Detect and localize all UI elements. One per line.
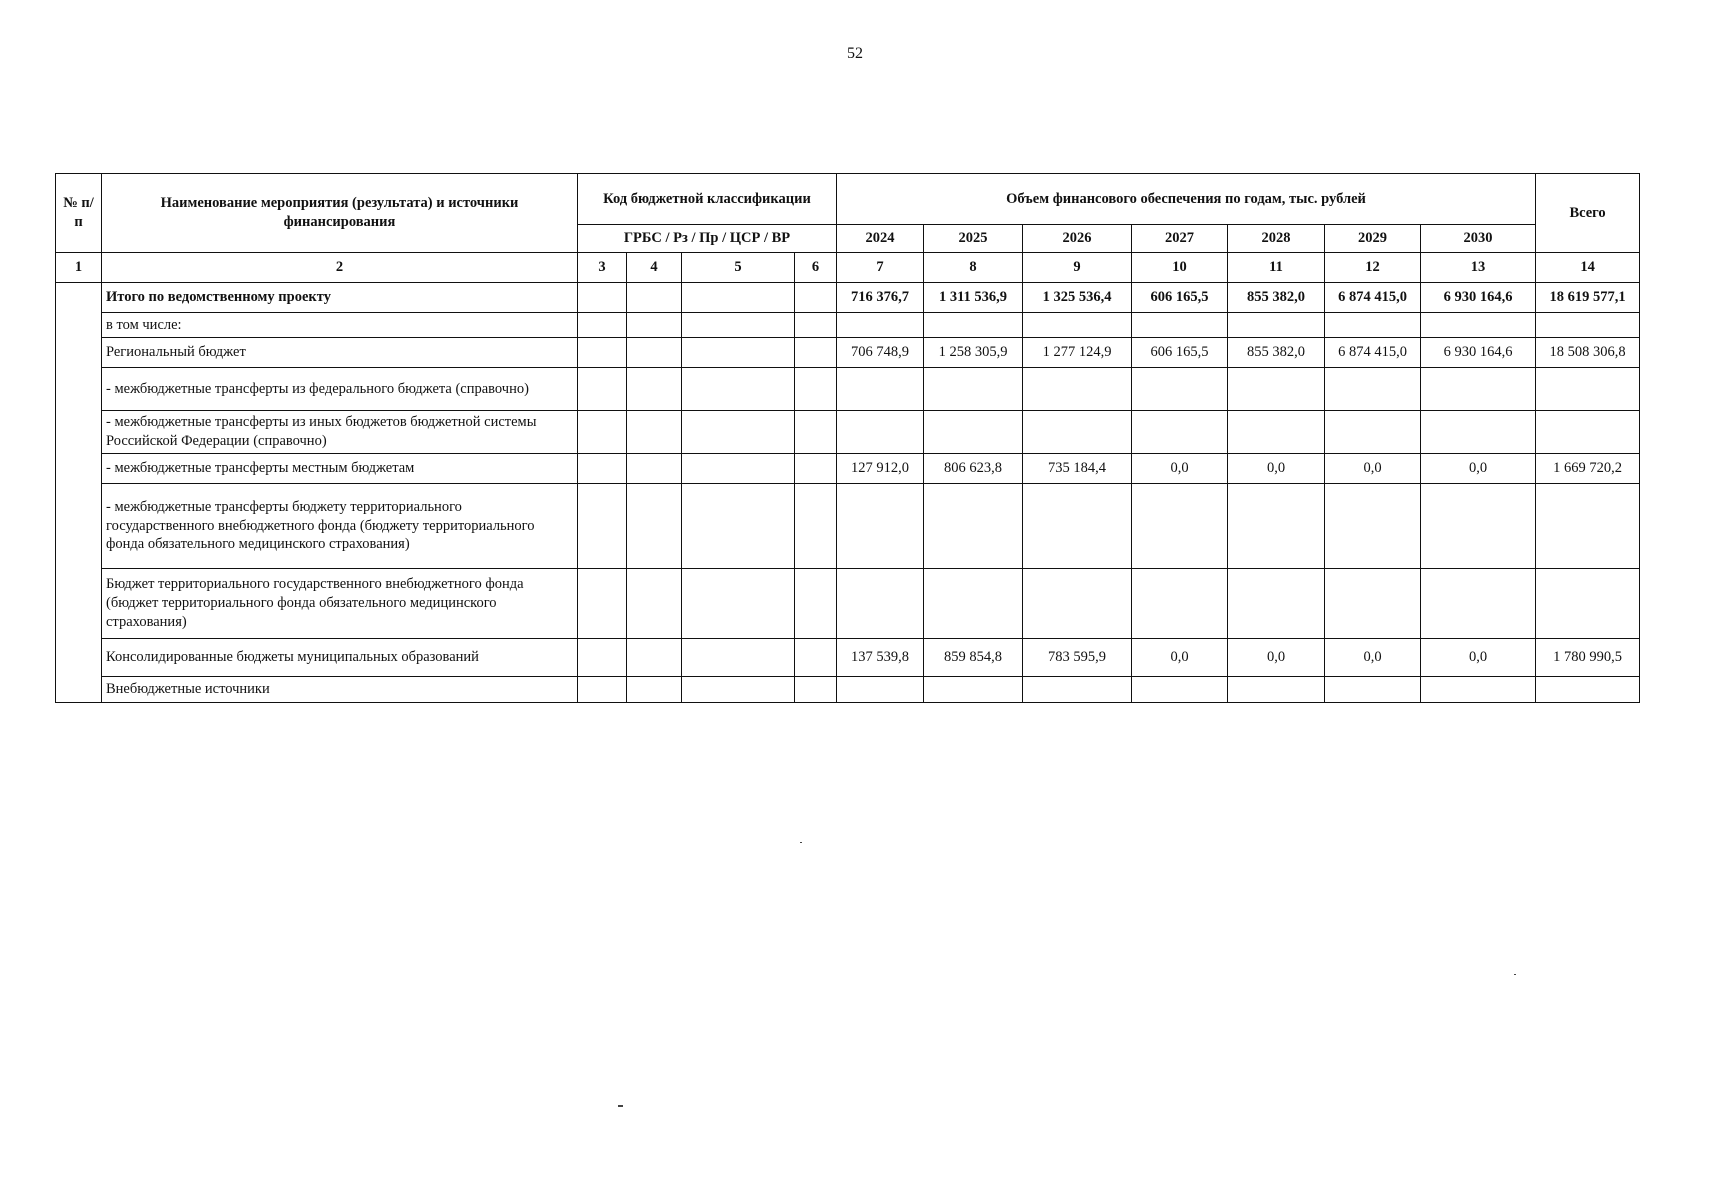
row-number-cell <box>56 283 102 703</box>
header-year: 2030 <box>1421 225 1536 253</box>
year-value-cell <box>1325 484 1421 569</box>
header-name: Наименование мероприятия (результата) и источники финансирования <box>102 174 578 253</box>
year-value-cell <box>924 411 1023 454</box>
year-value-cell: 0,0 <box>1325 454 1421 484</box>
code-cell <box>578 484 627 569</box>
year-value-cell <box>1132 484 1228 569</box>
table-row <box>56 484 1640 569</box>
column-number: 11 <box>1228 253 1325 283</box>
column-number: 13 <box>1421 253 1536 283</box>
year-value-cell: 855 382,0 <box>1228 338 1325 368</box>
year-value-cell: 6 930 164,6 <box>1421 283 1536 313</box>
year-value-cell: 783 595,9 <box>1023 639 1132 677</box>
year-value-cell: 0,0 <box>1132 454 1228 484</box>
year-value-cell: 716 376,7 <box>837 283 924 313</box>
code-cell <box>795 484 837 569</box>
code-cell <box>682 569 795 639</box>
code-cell <box>578 677 627 703</box>
table-body <box>56 283 1640 703</box>
code-cell <box>682 411 795 454</box>
total-value-cell <box>1536 569 1640 639</box>
code-cell <box>578 639 627 677</box>
table-row <box>56 411 1640 454</box>
code-cell <box>627 484 682 569</box>
year-value-cell: 606 165,5 <box>1132 338 1228 368</box>
year-value-cell: 0,0 <box>1228 639 1325 677</box>
code-cell <box>795 677 837 703</box>
funding-table <box>55 173 1640 703</box>
year-value-cell: 0,0 <box>1421 454 1536 484</box>
code-cell <box>682 639 795 677</box>
year-value-cell <box>1132 569 1228 639</box>
column-number: 8 <box>924 253 1023 283</box>
year-value-cell <box>1132 313 1228 338</box>
column-number: 10 <box>1132 253 1228 283</box>
scan-speck <box>800 842 802 843</box>
code-cell <box>578 338 627 368</box>
row-name: - межбюджетные трансферты бюджету территориального государственного внебюджетного фонда (бюджету территориального фонда обязательного медицинского страхования) <box>102 484 578 569</box>
table-row <box>56 639 1640 677</box>
year-value-cell: 6 874 415,0 <box>1325 283 1421 313</box>
code-cell <box>795 338 837 368</box>
year-value-cell <box>1421 368 1536 411</box>
total-value-cell: 1 780 990,5 <box>1536 639 1640 677</box>
year-value-cell: 1 277 124,9 <box>1023 338 1132 368</box>
column-number: 7 <box>837 253 924 283</box>
year-value-cell <box>924 484 1023 569</box>
year-value-cell <box>1132 677 1228 703</box>
table-row <box>56 454 1640 484</box>
year-value-cell: 606 165,5 <box>1132 283 1228 313</box>
code-cell <box>578 283 627 313</box>
code-cell <box>795 313 837 338</box>
code-cell <box>627 368 682 411</box>
column-number: 12 <box>1325 253 1421 283</box>
column-number: 3 <box>578 253 627 283</box>
year-value-cell <box>837 368 924 411</box>
code-cell <box>682 313 795 338</box>
header-code-sub: ГРБС / Рз / Пр / ЦСР / ВР <box>578 225 837 253</box>
header-volume-group: Объем финансового обеспечения по годам, тыс. рублей <box>837 174 1536 225</box>
code-cell <box>682 454 795 484</box>
header-total: Всего <box>1536 174 1640 253</box>
total-value-cell <box>1536 368 1640 411</box>
code-cell <box>795 411 837 454</box>
total-value-cell <box>1536 411 1640 454</box>
code-cell <box>627 283 682 313</box>
year-value-cell <box>1228 368 1325 411</box>
header-no: № п/п <box>56 174 102 253</box>
code-cell <box>795 454 837 484</box>
year-value-cell <box>1228 411 1325 454</box>
year-value-cell <box>1023 411 1132 454</box>
column-number: 9 <box>1023 253 1132 283</box>
code-cell <box>795 639 837 677</box>
year-value-cell: 0,0 <box>1421 639 1536 677</box>
column-number: 2 <box>102 253 578 283</box>
year-value-cell <box>1228 677 1325 703</box>
code-cell <box>578 368 627 411</box>
year-value-cell <box>837 569 924 639</box>
total-value-cell <box>1536 313 1640 338</box>
row-name: Внебюджетные источники <box>102 677 578 703</box>
year-value-cell <box>1132 368 1228 411</box>
code-cell <box>627 677 682 703</box>
year-value-cell <box>1421 569 1536 639</box>
code-cell <box>627 338 682 368</box>
row-name: Региональный бюджет <box>102 338 578 368</box>
table-row <box>56 338 1640 368</box>
row-name: - межбюджетные трансферты местным бюджетам <box>102 454 578 484</box>
year-value-cell <box>1228 313 1325 338</box>
total-value-cell: 1 669 720,2 <box>1536 454 1640 484</box>
table-row <box>56 677 1640 703</box>
code-cell <box>627 411 682 454</box>
year-value-cell <box>1325 313 1421 338</box>
year-value-cell: 0,0 <box>1228 454 1325 484</box>
year-value-cell <box>1325 368 1421 411</box>
header-year: 2029 <box>1325 225 1421 253</box>
year-value-cell <box>1023 484 1132 569</box>
code-cell <box>578 313 627 338</box>
total-value-cell <box>1536 484 1640 569</box>
year-value-cell <box>1421 313 1536 338</box>
year-value-cell <box>1023 569 1132 639</box>
year-value-cell <box>1421 484 1536 569</box>
scan-speck <box>618 1105 623 1107</box>
header-year: 2028 <box>1228 225 1325 253</box>
header-year: 2026 <box>1023 225 1132 253</box>
row-name: Итого по ведомственному проекту <box>102 283 578 313</box>
table-row <box>56 313 1640 338</box>
row-name: - межбюджетные трансферты из иных бюджетов бюджетной системы Российской Федерации (справочно) <box>102 411 578 454</box>
code-cell <box>682 283 795 313</box>
code-cell <box>682 338 795 368</box>
year-value-cell <box>1023 677 1132 703</box>
year-value-cell: 0,0 <box>1132 639 1228 677</box>
header-code-group: Код бюджетной классификации <box>578 174 837 225</box>
code-cell <box>682 677 795 703</box>
year-value-cell <box>924 313 1023 338</box>
year-value-cell: 855 382,0 <box>1228 283 1325 313</box>
header-year: 2024 <box>837 225 924 253</box>
code-cell <box>795 368 837 411</box>
year-value-cell <box>1325 411 1421 454</box>
year-value-cell <box>1325 569 1421 639</box>
column-number: 4 <box>627 253 682 283</box>
column-number: 5 <box>682 253 795 283</box>
year-value-cell <box>1023 368 1132 411</box>
row-name: в том числе: <box>102 313 578 338</box>
code-cell <box>627 313 682 338</box>
total-value-cell: 18 508 306,8 <box>1536 338 1640 368</box>
code-cell <box>578 454 627 484</box>
year-value-cell <box>924 368 1023 411</box>
year-value-cell: 127 912,0 <box>837 454 924 484</box>
year-value-cell: 806 623,8 <box>924 454 1023 484</box>
year-value-cell <box>1132 411 1228 454</box>
year-value-cell: 0,0 <box>1325 639 1421 677</box>
year-value-cell <box>1023 313 1132 338</box>
total-value-cell <box>1536 677 1640 703</box>
header-year: 2025 <box>924 225 1023 253</box>
row-name: Бюджет территориального государственного внебюджетного фонда (бюджет территориального фонда обязательного медицинского страхования) <box>102 569 578 639</box>
year-value-cell: 137 539,8 <box>837 639 924 677</box>
year-value-cell <box>1228 569 1325 639</box>
year-value-cell: 6 874 415,0 <box>1325 338 1421 368</box>
column-numbers-row <box>56 253 1640 283</box>
year-value-cell <box>837 677 924 703</box>
year-value-cell <box>924 677 1023 703</box>
column-number: 6 <box>795 253 837 283</box>
table-row <box>56 569 1640 639</box>
year-value-cell: 6 930 164,6 <box>1421 338 1536 368</box>
year-value-cell: 859 854,8 <box>924 639 1023 677</box>
code-cell <box>578 569 627 639</box>
table-row <box>56 283 1640 313</box>
year-value-cell: 735 184,4 <box>1023 454 1132 484</box>
year-value-cell <box>837 411 924 454</box>
code-cell <box>627 639 682 677</box>
table-row <box>56 368 1640 411</box>
year-value-cell <box>837 313 924 338</box>
year-value-cell: 1 325 536,4 <box>1023 283 1132 313</box>
header-year: 2027 <box>1132 225 1228 253</box>
year-value-cell: 1 311 536,9 <box>924 283 1023 313</box>
code-cell <box>682 484 795 569</box>
table-header <box>56 174 1640 283</box>
year-value-cell <box>924 569 1023 639</box>
code-cell <box>795 283 837 313</box>
row-name: - межбюджетные трансферты из федерального бюджета (справочно) <box>102 368 578 411</box>
year-value-cell: 1 258 305,9 <box>924 338 1023 368</box>
code-cell <box>682 368 795 411</box>
code-cell <box>627 569 682 639</box>
total-value-cell: 18 619 577,1 <box>1536 283 1640 313</box>
page-number: 52 <box>847 45 863 62</box>
code-cell <box>795 569 837 639</box>
scan-speck <box>1514 974 1516 975</box>
column-number: 14 <box>1536 253 1640 283</box>
column-number: 1 <box>56 253 102 283</box>
code-cell <box>627 454 682 484</box>
year-value-cell <box>837 484 924 569</box>
year-value-cell <box>1421 677 1536 703</box>
year-value-cell: 706 748,9 <box>837 338 924 368</box>
year-value-cell <box>1228 484 1325 569</box>
code-cell <box>578 411 627 454</box>
row-name: Консолидированные бюджеты муниципальных образований <box>102 639 578 677</box>
year-value-cell <box>1325 677 1421 703</box>
year-value-cell <box>1421 411 1536 454</box>
